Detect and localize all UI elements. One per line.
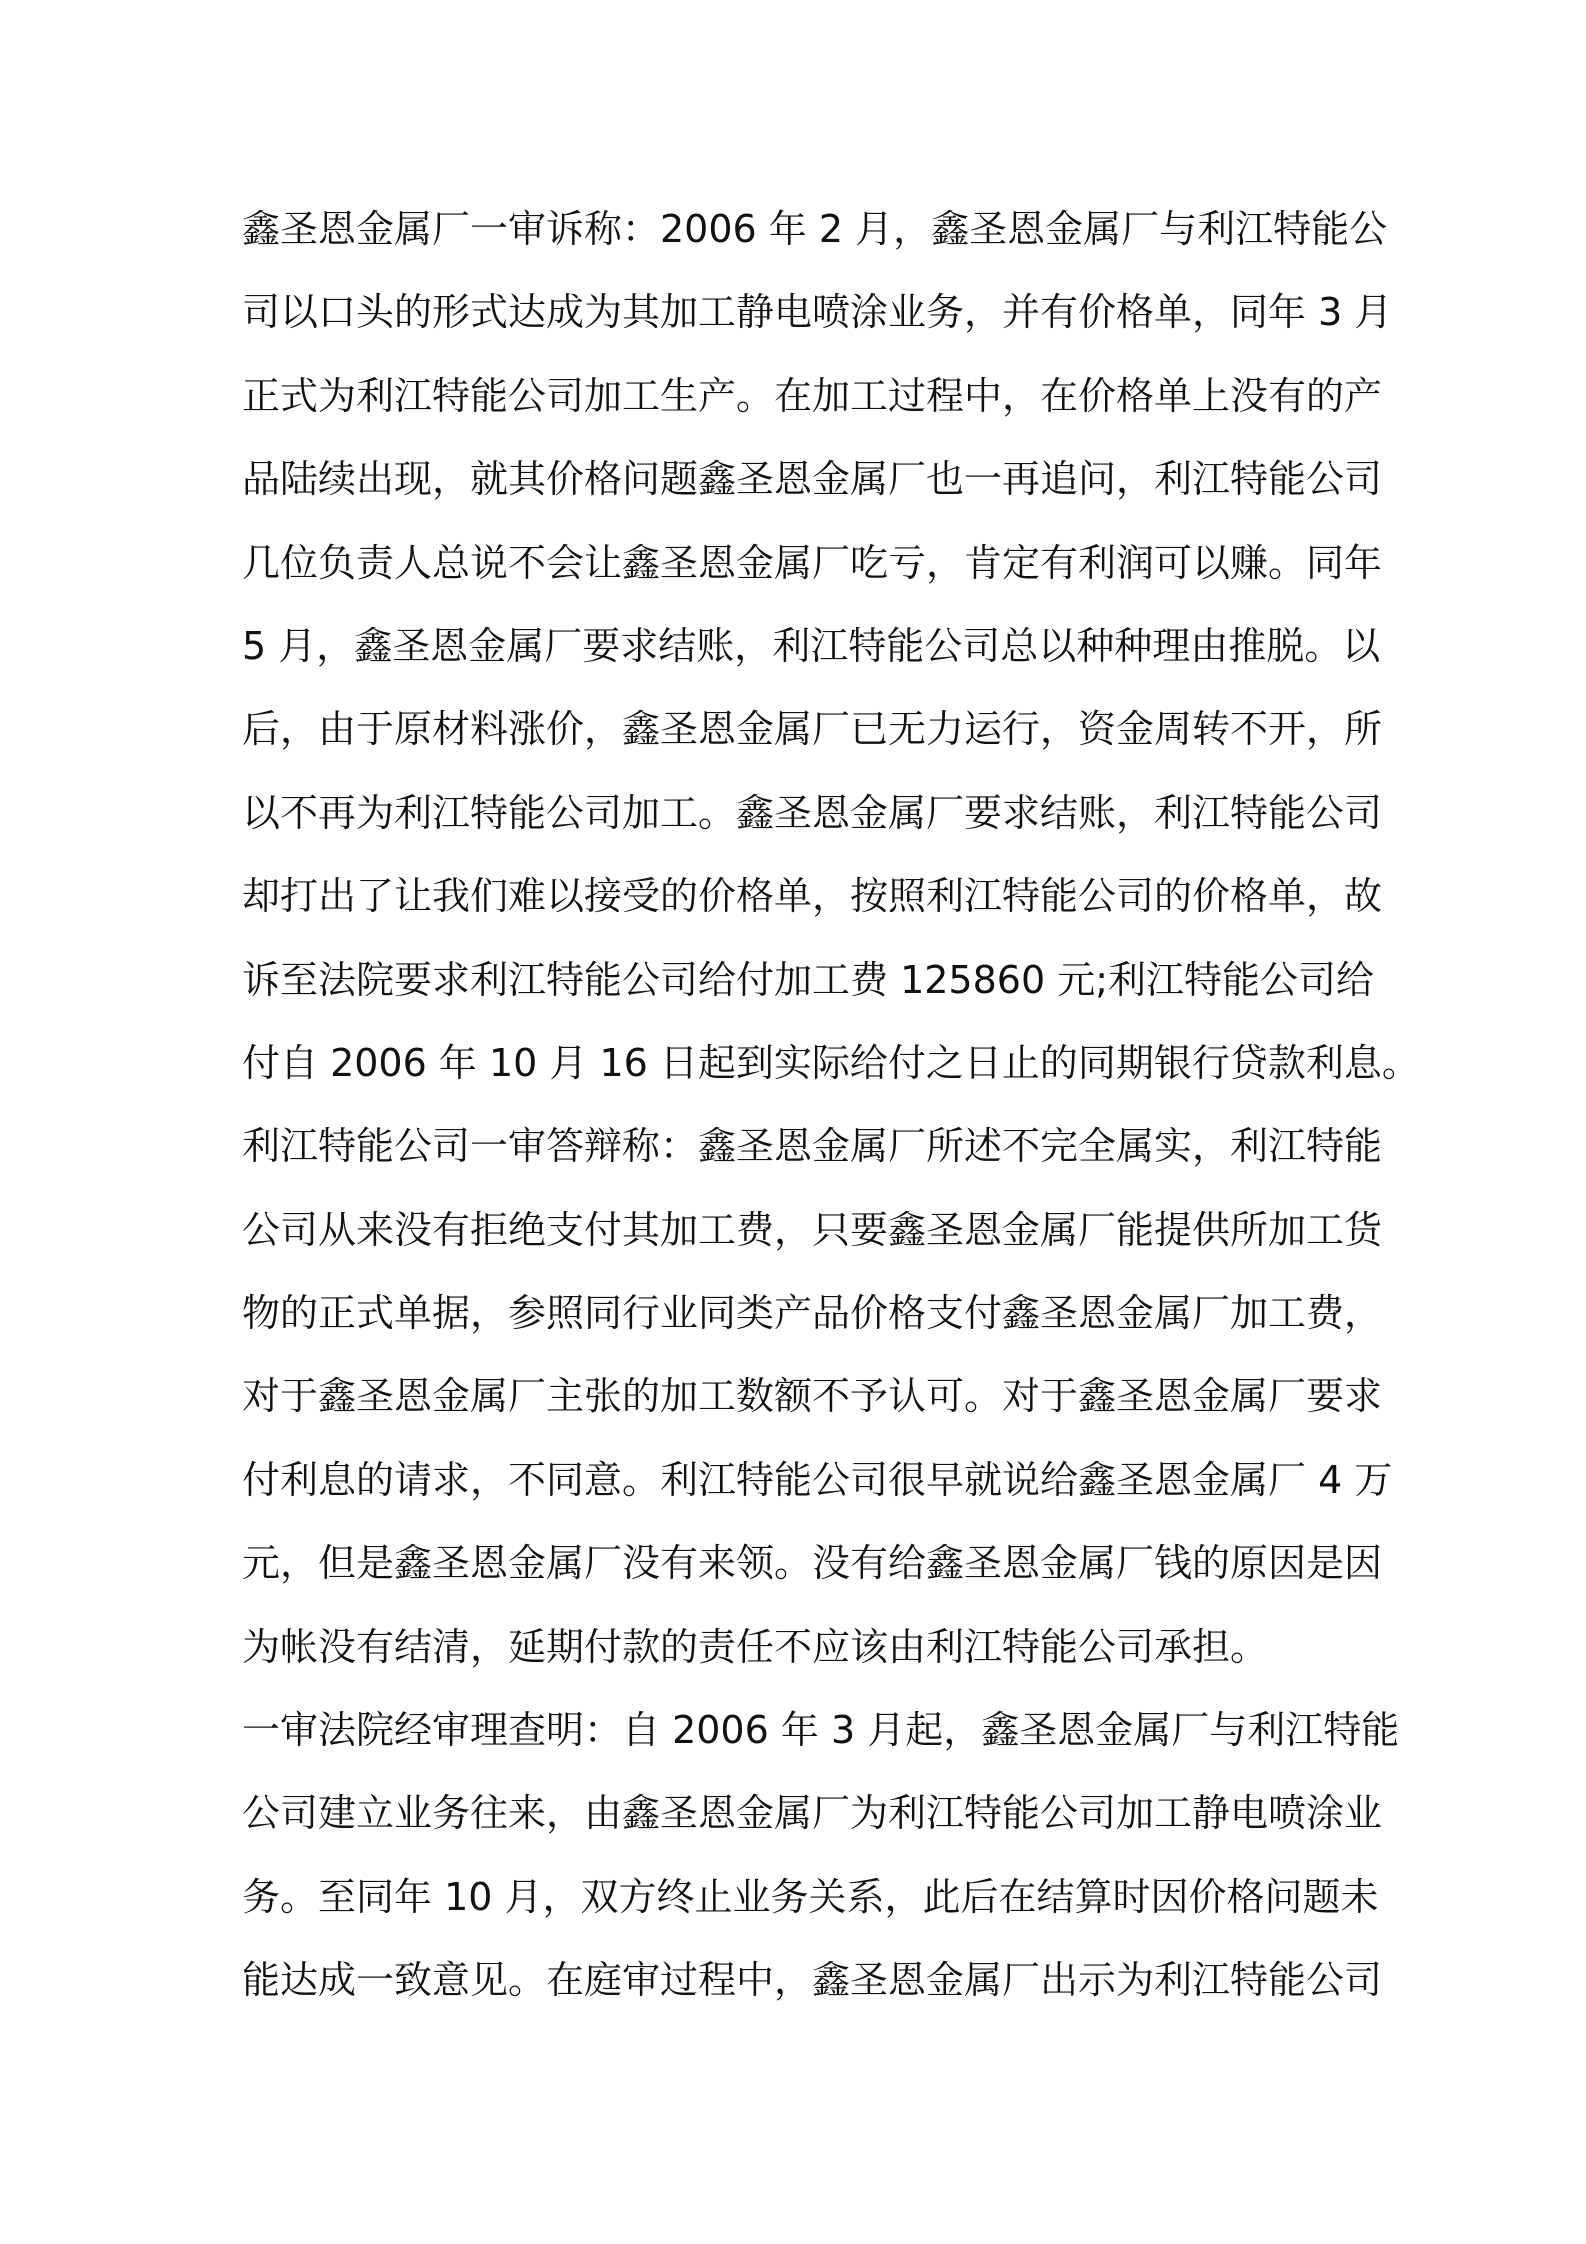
text-line: 元，但是鑫圣恩金属厂没有来领。没有给鑫圣恩金属厂钱的原因是因 bbox=[242, 1541, 1383, 1586]
document-body bbox=[242, 188, 1420, 2023]
text-line: 公司从来没有拒绝支付其加工费，只要鑫圣恩金属厂能提供所加工货 bbox=[242, 1207, 1383, 1252]
text-line: 司以口头的形式达成为其加工静电喷涂业务，并有价格单，同年 3 月 bbox=[242, 290, 1393, 335]
text-line: 诉至法院要求利江特能公司给付加工费 125860 元;利江特能公司给 bbox=[242, 957, 1375, 1002]
text-line: 后，由于原材料涨价，鑫圣恩金属厂已无力运行，资金周转不开，所 bbox=[242, 707, 1383, 752]
text-line: 对于鑫圣恩金属厂主张的加工数额不予认可。对于鑫圣恩金属厂要求 bbox=[242, 1374, 1383, 1419]
text-line: 为帐没有结清，延期付款的责任不应该由利江特能公司承担。 bbox=[242, 1624, 1269, 1669]
text-line: 品陆续出现，就其价格问题鑫圣恩金属厂也一再追问，利江特能公司 bbox=[242, 457, 1383, 502]
text-line: 鑫圣恩金属厂一审诉称：2006 年 2 月，鑫圣恩金属厂与利江特能公 bbox=[242, 207, 1388, 251]
text-line: 几位负责人总说不会让鑫圣恩金属厂吃亏，肯定有利润可以赚。同年 bbox=[242, 540, 1383, 585]
text-line: 付自 2006 年 10 月 16 日起到实际给付之日止的同期银行贷款利息。 bbox=[242, 1040, 1420, 1085]
text-line: 务。至同年 10 月，双方终止业务关系，此后在结算时因价格问题未 bbox=[242, 1874, 1379, 1919]
paragraph-plaintiff-claim bbox=[242, 188, 1420, 1105]
paragraph-defendant-reply bbox=[242, 1105, 1393, 1689]
text-line: 一审法院经审理查明：自 2006 年 3 月起，鑫圣恩金属厂与利江特能 bbox=[242, 1708, 1400, 1753]
text-line: 付利息的请求，不同意。利江特能公司很早就说给鑫圣恩金属厂 4 万 bbox=[242, 1457, 1393, 1502]
text-line: 5 月，鑫圣恩金属厂要求结账，利江特能公司总以种种理由推脱。以 bbox=[242, 623, 1381, 668]
text-line: 物的正式单据，参照同行业同类产品价格支付鑫圣恩金属厂加工费， bbox=[242, 1291, 1383, 1336]
text-line: 以不再为利江特能公司加工。鑫圣恩金属厂要求结账，利江特能公司 bbox=[242, 790, 1383, 835]
text-line: 却打出了让我们难以接受的价格单，按照利江特能公司的价格单，故 bbox=[242, 874, 1383, 919]
text-line: 利江特能公司一审答辩称：鑫圣恩金属厂所述不完全属实，利江特能 bbox=[242, 1124, 1383, 1169]
text-line: 公司建立业务往来，由鑫圣恩金属厂为利江特能公司加工静电喷涂业 bbox=[242, 1791, 1383, 1836]
text-line: 能达成一致意见。在庭审过程中，鑫圣恩金属厂出示为利江特能公司 bbox=[242, 1958, 1383, 2003]
text-line: 正式为利江特能公司加工生产。在加工过程中，在价格单上没有的产 bbox=[242, 373, 1383, 418]
paragraph-court-findings bbox=[242, 1689, 1400, 2023]
